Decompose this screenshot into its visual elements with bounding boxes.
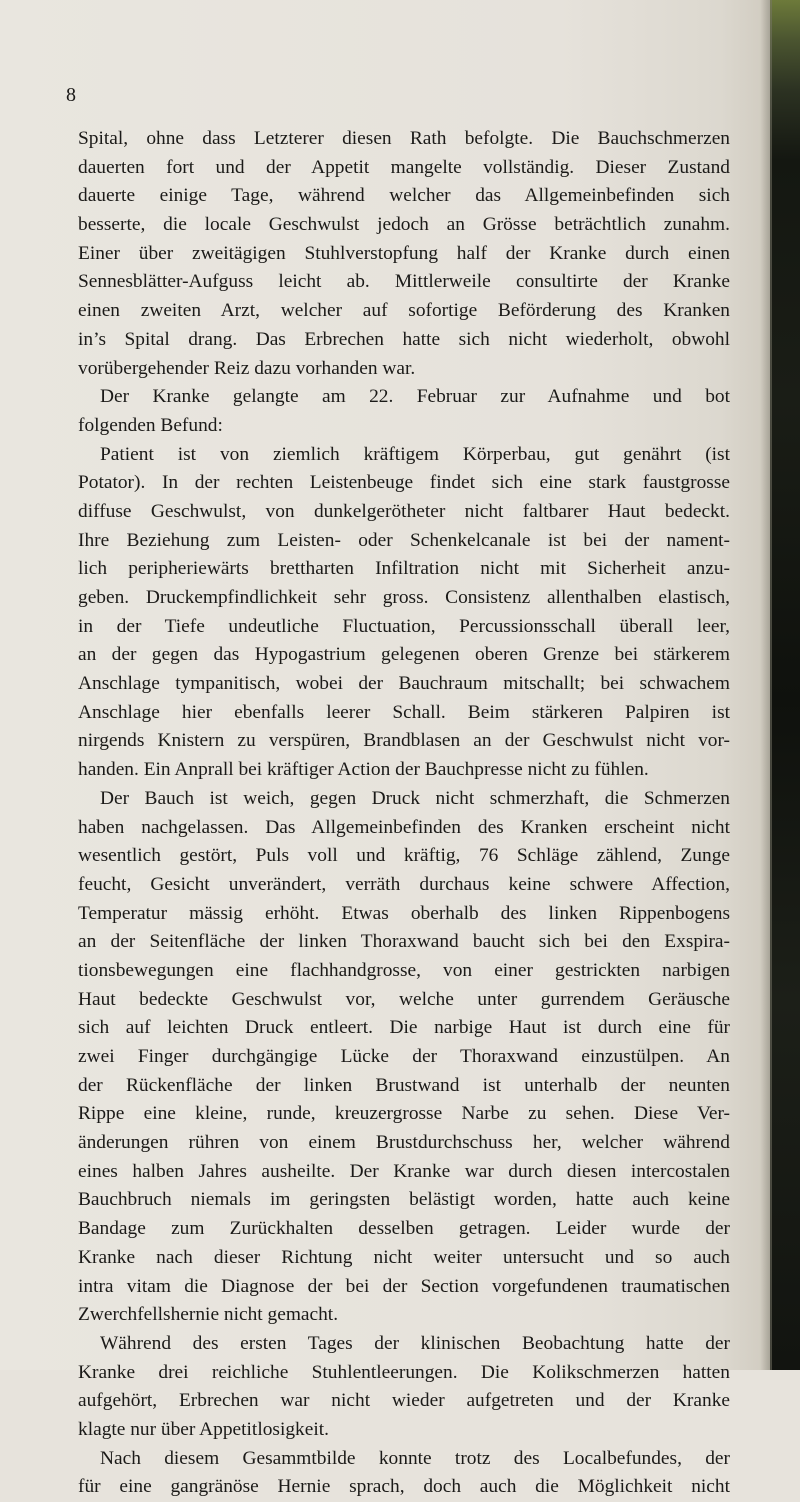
body-text — [78, 125, 730, 1502]
text-line: in’s Spital drang. Das Erbrechen hatte sich nicht wiederholt, obwohl — [78, 328, 730, 350]
text-line: Kranke nach dieser Richtung nicht weiter untersucht und so auch — [78, 1246, 730, 1268]
text-line: vorübergehender Reiz dazu vorhanden war. — [78, 357, 416, 379]
text-line: in der Tiefe undeutliche Fluctuation, Percussionsschall überall leer, — [78, 615, 730, 637]
text-line: intra vitam die Diagnose der bei der Section vorgefundenen traumatischen — [78, 1275, 730, 1297]
text-line: nirgends Knistern zu verspüren, Brandblasen an der Geschwulst nicht vor- — [78, 730, 730, 752]
text-line: handen. Ein Anprall bei kräftiger Action der Bauchpresse nicht zu fühlen. — [78, 759, 649, 781]
text-line: Zwerchfellshernie nicht gemacht. — [78, 1304, 339, 1326]
text-line: Ihre Beziehung zum Leisten- oder Schenkelcanale ist bei der nament- — [78, 529, 730, 551]
text-line: an der gegen das Hypogastrium gelegenen oberen Grenze bei stärkerem — [78, 644, 730, 666]
page-number: 8 — [66, 84, 76, 106]
text-line: haben nachgelassen. Das Allgemeinbefinden des Kranken erscheint nicht — [78, 816, 730, 838]
text-line: klagte nur über Appetitlosigkeit. — [78, 1418, 329, 1440]
text-line: folgenden Befund: — [78, 414, 223, 436]
text-line: Temperatur mässig erhöht. Etwas oberhalb des linken Rippenbogens — [78, 902, 730, 924]
text-line: geben. Druckempfindlichkeit sehr gross. Consistenz allenthalben elastisch, — [78, 587, 730, 608]
text-line: Während des ersten Tages der klinischen Beobachtung hatte der — [100, 1332, 730, 1354]
text-line: für eine gangränöse Hernie sprach, doch auch die Möglichkeit nicht — [78, 1476, 730, 1498]
text-line: aufgehört, Erbrechen war nicht wieder aufgetreten und der Kranke — [78, 1390, 730, 1412]
text-line: Der Bauch ist weich, gegen Druck nicht schmerzhaft, die Schmerzen — [100, 787, 730, 809]
text-line: dauerten fort und der Appetit mangelte vollständig. Dieser Zustand — [78, 156, 730, 178]
text-line: diffuse Geschwulst, von dunkelgerötheter nicht faltbarer Haut bedeckt. — [78, 500, 730, 522]
text-line: einen zweiten Arzt, welcher auf sofortige Beförderung des Kranken — [78, 300, 730, 322]
text-line: Haut bedeckte Geschwulst vor, welche unter gurrendem Geräusche — [78, 988, 730, 1010]
text-line: Anschlage tympanitisch, wobei der Bauchraum mitschallt; bei schwachem — [78, 673, 730, 695]
text-line: eines halben Jahres ausheilte. Der Kranke war durch diesen intercostalen — [78, 1160, 730, 1182]
text-line: Anschlage hier ebenfalls leerer Schall. Beim stärkeren Palpiren ist — [78, 701, 730, 723]
text-line: zwei Finger durchgängige Lücke der Thoraxwand einzustülpen. An — [78, 1046, 730, 1067]
text-line: Sennesblätter-Aufguss leicht ab. Mittlerweile consultirte der Kranke — [78, 271, 730, 293]
text-line: Patient ist von ziemlich kräftigem Körperbau, gut genährt (ist — [100, 443, 730, 465]
text-line: Rippe eine kleine, runde, kreuzergrosse Narbe zu sehen. Diese Ver- — [78, 1103, 730, 1125]
text-line: Potator). In der rechten Leistenbeuge findet sich eine stark faustgrosse — [78, 472, 730, 494]
book-spine-edge — [770, 0, 800, 1370]
text-line: Spital, ohne dass Letzterer diesen Rath befolgte. Die Bauchschmerzen — [78, 128, 730, 149]
text-line: Bauchbruch niemals im geringsten belästigt worden, hatte auch keine — [78, 1189, 730, 1211]
text-line: Nach diesem Gesammtbilde konnte trotz des Localbefundes, der — [100, 1447, 730, 1469]
text-line: dauerte einige Tage, während welcher das Allgemeinbefinden sich — [78, 185, 730, 207]
text-line: Einer über zweitägigen Stuhlverstopfung half der Kranke durch einen — [78, 242, 730, 264]
text-line: lich peripheriewärts brettharten Infiltration nicht mit Sicherheit anzu- — [78, 558, 730, 580]
text-line: tionsbewegungen eine flachhandgrosse, von einer gestrickten narbigen — [78, 959, 730, 981]
text-line: besserte, die locale Geschwulst jedoch an Grösse beträchtlich zunahm. — [78, 214, 730, 236]
text-line: der Rückenfläche der linken Brustwand ist unterhalb der neunten — [78, 1074, 730, 1096]
text-line: sich auf leichten Druck entleert. Die narbige Haut ist durch eine für — [78, 1017, 730, 1039]
text-line: feucht, Gesicht unverändert, verräth durchaus keine schwere Affection, — [78, 873, 730, 895]
text-line: änderungen rühren von einem Brustdurchschuss her, welcher während — [78, 1132, 730, 1154]
text-line: Der Kranke gelangte am 22. Februar zur Aufnahme und bot — [100, 386, 730, 408]
text-line: an der Seitenfläche der linken Thoraxwand baucht sich bei den Exspira- — [78, 931, 730, 953]
text-line: wesentlich gestört, Puls voll und kräftig, 76 Schläge zählend, Zunge — [78, 845, 730, 867]
text-line: Bandage zum Zurückhalten desselben getragen. Leider wurde der — [78, 1218, 730, 1240]
text-line: Kranke drei reichliche Stuhlentleerungen. Die Kolikschmerzen hatten — [78, 1361, 730, 1383]
